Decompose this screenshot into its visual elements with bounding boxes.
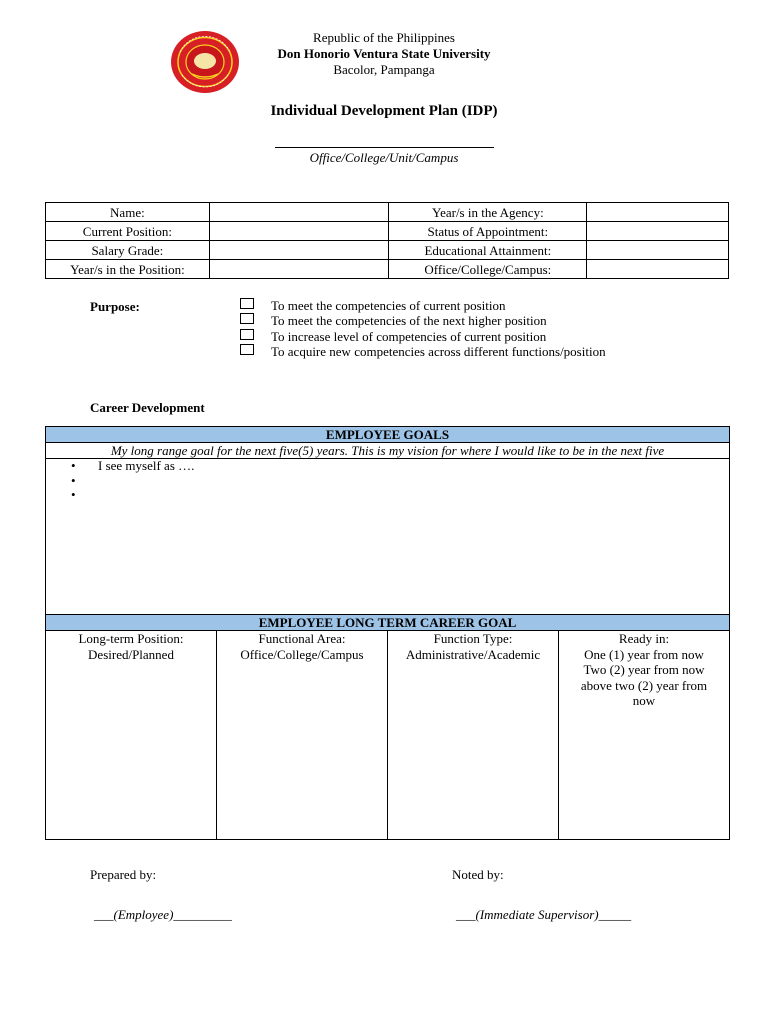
purpose-label: Purpose: [90,299,140,314]
bullet-icon: • [71,472,76,488]
column-line: above two (2) year from [580,677,708,693]
column-line: Office/College/Campus [240,646,364,662]
checkbox-icon[interactable] [240,298,254,309]
educational-attainment-label: Educational Attainment: [389,241,587,260]
info-row [46,203,729,222]
long-term-goal-columns [46,630,729,839]
purpose-option[interactable] [240,344,606,359]
column-line: One (1) year from now [584,646,704,662]
educational-attainment-field[interactable] [587,241,729,260]
salary-grade-field[interactable] [209,241,389,260]
checkbox-icon[interactable] [240,313,254,324]
column-line: Administrative/Academic [405,646,541,662]
bullet-icon: • [71,487,76,502]
purpose-option-text: To meet the competencies of the next higher position [271,313,547,329]
functional-area-column[interactable] [217,630,388,839]
bullet-icon: • [71,458,76,473]
employee-goals-heading: EMPLOYEE GOALS [46,427,729,443]
column-line: now [632,693,656,708]
years-position-field[interactable] [209,260,389,279]
list-item[interactable] [71,459,194,474]
office-blank-line[interactable] [275,147,494,148]
employee-goals-section [45,426,730,840]
function-type-column[interactable] [388,630,559,839]
checkbox-icon[interactable] [240,329,254,340]
long-term-position-column[interactable] [46,630,217,839]
years-agency-label: Year/s in the Agency: [389,203,587,222]
status-appointment-label: Status of Appointment: [389,222,587,241]
column-line: Function Type: [433,631,513,646]
years-position-label: Year/s in the Position: [46,260,210,279]
header-location: Bacolor, Pampanga [333,62,435,77]
info-row [46,260,729,279]
purpose-option-text: To increase level of competencies of current position [271,328,547,344]
office-label: Office/College/Unit/Campus [309,150,459,165]
purpose-option[interactable] [240,329,606,344]
vision-instruction: My long range goal for the next five(5) years. This is my vision for where I would like to be in the next five [46,443,729,459]
employee-info-table [45,202,729,279]
column-line: Long-term Position: [78,631,184,646]
ready-in-column[interactable] [559,630,729,839]
noted-by-label: Noted by: [452,867,504,882]
salary-grade-label: Salary Grade: [46,241,210,260]
purpose-option[interactable] [240,298,606,313]
office-campus-field[interactable] [587,260,729,279]
supervisor-signature-line[interactable]: ___(Immediate Supervisor)_____ [456,907,632,922]
name-field[interactable] [209,203,389,222]
prepared-by-label: Prepared by: [90,867,157,882]
long-term-goal-heading: EMPLOYEE LONG TERM CAREER GOAL [46,614,729,631]
status-appointment-field[interactable] [587,222,729,241]
purpose-option-text: To meet the competencies of current position [271,298,506,313]
bullet-text: I see myself as …. [98,458,195,473]
office-campus-label: Office/College/Campus: [389,260,587,279]
info-row [46,222,729,241]
goals-bullet-list[interactable] [71,459,194,503]
list-item[interactable] [71,474,194,489]
employee-signature-line[interactable]: ___(Employee)_________ [94,907,232,922]
career-development-label: Career Development [90,400,205,415]
column-line: Ready in: [618,631,670,646]
header-university: Don Honorio Ventura State University [277,46,491,61]
current-position-field[interactable] [209,222,389,241]
name-label: Name: [46,203,210,222]
purpose-options [240,298,606,359]
info-row [46,241,729,260]
page-title: Individual Development Plan (IDP) [270,103,498,119]
current-position-label: Current Position: [46,222,210,241]
years-agency-field[interactable] [587,203,729,222]
checkbox-icon[interactable] [240,344,254,355]
column-line: Functional Area: [258,631,346,646]
header-republic: Republic of the Philippines [313,30,455,45]
purpose-option[interactable] [240,313,606,328]
column-line: Desired/Planned [88,646,174,662]
purpose-option-text: To acquire new competencies across different functions/position [271,343,606,359]
list-item[interactable] [71,488,194,503]
column-line: Two (2) year from now [583,662,705,677]
